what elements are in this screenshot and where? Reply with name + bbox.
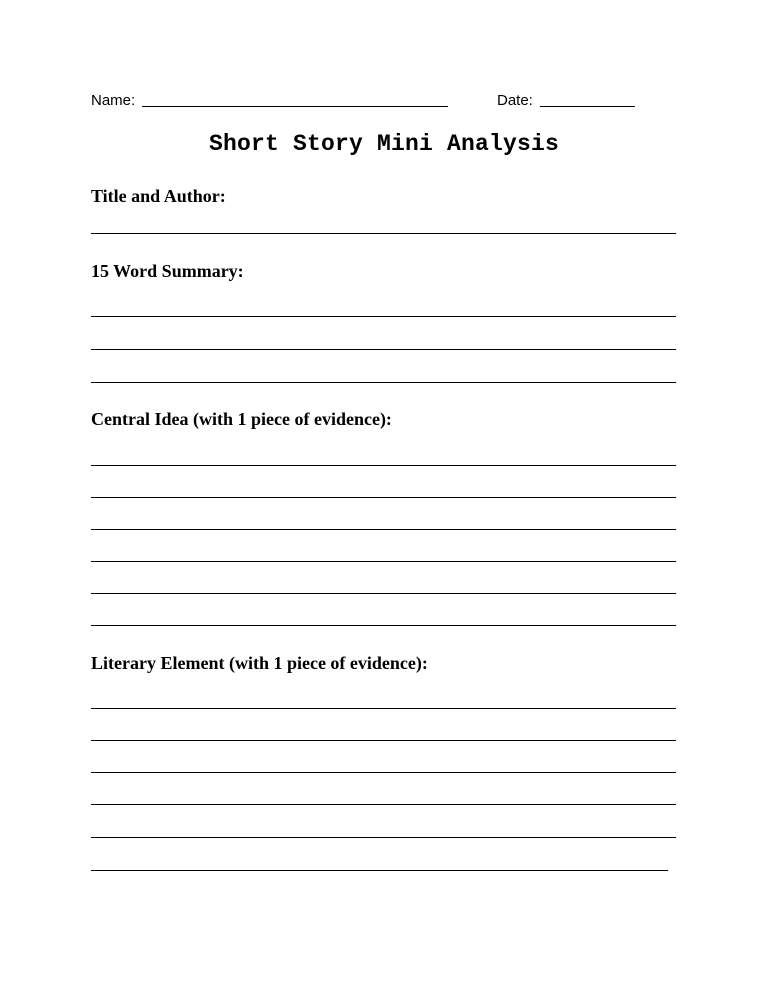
answer-line-summary-2[interactable] (91, 349, 676, 350)
answer-line-summary-3[interactable] (91, 382, 676, 383)
section-heading-summary: 15 Word Summary: (91, 261, 244, 281)
answer-line-title-author-1[interactable] (91, 233, 676, 234)
answer-line-central-idea-2[interactable] (91, 497, 676, 498)
answer-line-central-idea-4[interactable] (91, 561, 676, 562)
section-heading-literary-element: Literary Element (with 1 piece of evidence): (91, 653, 428, 673)
section-heading-central-idea: Central Idea (with 1 piece of evidence): (91, 409, 392, 429)
answer-line-central-idea-6[interactable] (91, 625, 676, 626)
header-row (0, 90, 768, 112)
answer-line-literary-element-5[interactable] (91, 837, 676, 838)
name-label: Name: (91, 92, 136, 109)
answer-line-literary-element-4[interactable] (91, 804, 676, 805)
answer-line-literary-element-6[interactable] (91, 870, 668, 871)
name-field[interactable] (142, 106, 448, 107)
answer-line-literary-element-3[interactable] (91, 772, 676, 773)
date-field[interactable] (540, 106, 635, 107)
answer-line-central-idea-1[interactable] (91, 465, 676, 466)
page-title: Short Story Mini Analysis (208, 131, 560, 157)
answer-line-literary-element-1[interactable] (91, 708, 676, 709)
answer-line-literary-element-2[interactable] (91, 740, 676, 741)
answer-line-summary-1[interactable] (91, 316, 676, 317)
answer-line-central-idea-5[interactable] (91, 593, 676, 594)
date-label: Date: (497, 92, 533, 109)
answer-line-central-idea-3[interactable] (91, 529, 676, 530)
section-heading-title-author: Title and Author: (91, 186, 226, 206)
